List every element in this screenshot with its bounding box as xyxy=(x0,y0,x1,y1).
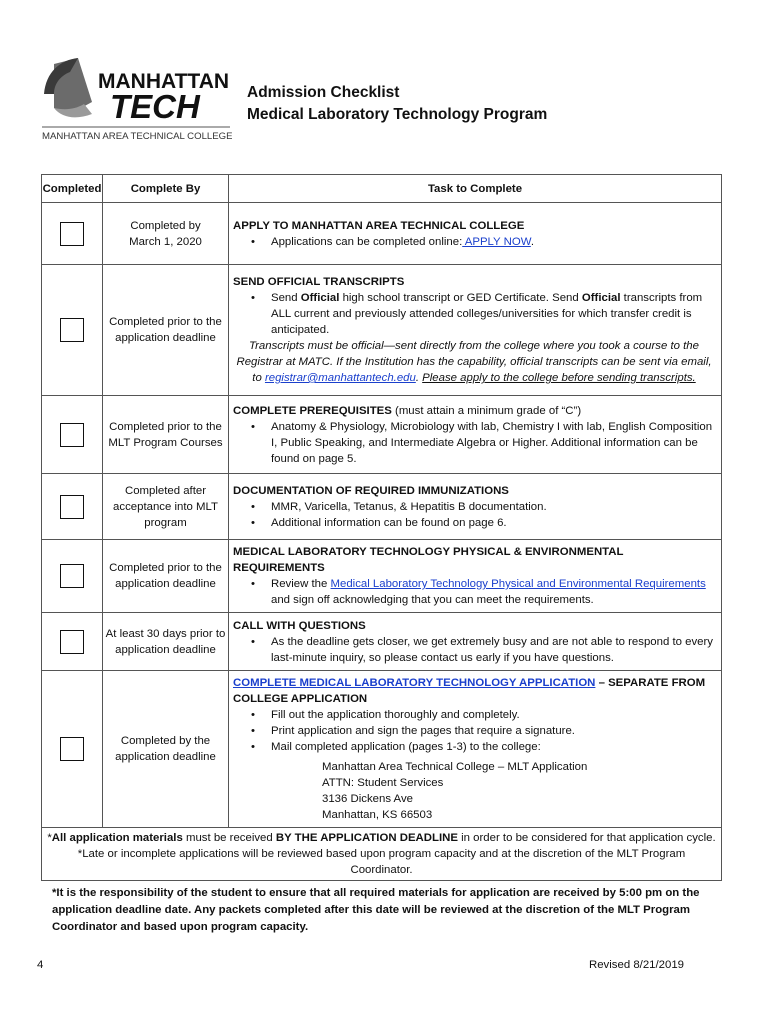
row-checkbox[interactable] xyxy=(60,564,84,588)
logo-line2: TECH xyxy=(110,88,200,125)
complete-by-cell xyxy=(103,203,229,265)
table-row xyxy=(42,613,722,671)
document-titles xyxy=(247,82,547,126)
task-title: CALL WITH QUESTIONS xyxy=(233,619,366,632)
task-title: SEND OFFICIAL TRANSCRIPTS xyxy=(233,276,405,288)
task-bullet: • Print application and sign the pages that require a signature. xyxy=(271,723,715,739)
header-task: Task to Complete xyxy=(229,175,722,203)
table-row xyxy=(42,671,722,828)
table-row xyxy=(42,474,722,540)
header-complete-by: Complete By xyxy=(103,175,229,203)
task-bullet: • As the deadline gets closer, we get extremely busy and are not able to respond to every last-minute inquiry, so please contact us early if you have questions. xyxy=(271,634,715,666)
apply-now-link[interactable]: APPLY NOW xyxy=(462,235,531,248)
task-bullet: • Applications can be completed online: APPLY NOW. xyxy=(271,234,715,250)
checklist-table xyxy=(41,174,722,881)
logo-college-name: MANHATTAN AREA TECHNICAL COLLEGE xyxy=(42,131,232,142)
address-line: Manhattan Area Technical College – MLT Application xyxy=(322,761,588,773)
task-cell xyxy=(229,396,722,474)
address-line: 3136 Dickens Ave xyxy=(322,793,413,805)
mailing-address xyxy=(233,759,715,823)
late-applications-note: *Late or incomplete applications will be reviewed based upon program capacity and at the discretion of the MLT Program Coordinator. xyxy=(77,848,686,876)
complete-by-text: At least 30 days prior to application deadline xyxy=(105,627,226,656)
row-checkbox[interactable] xyxy=(60,318,84,342)
header-completed: Completed xyxy=(42,175,103,203)
complete-by-text: Completed prior to the MLT Program Courses xyxy=(108,420,223,449)
address-line: ATTN: Student Services xyxy=(322,777,444,789)
complete-by-text: Completed by the application deadline xyxy=(115,735,216,763)
complete-by-text: Completed prior to the application deadline xyxy=(109,562,222,590)
task-title: COMPLETE MEDICAL LABORATORY TECHNOLOGY APPLICATION – SEPARATE FROM COLLEGE APPLICATION xyxy=(233,677,706,705)
complete-by-text: Completed after acceptance into MLT program xyxy=(113,484,218,529)
table-row xyxy=(42,203,722,265)
task-title: MEDICAL LABORATORY TECHNOLOGY PHYSICAL & ENVIRONMENTAL REQUIREMENTS xyxy=(233,546,624,574)
complete-by-cell xyxy=(103,474,229,540)
row-checkbox[interactable] xyxy=(60,222,84,246)
requirements-link[interactable]: Medical Laboratory Technology Physical and Environmental Requirements xyxy=(330,578,706,590)
complete-by-cell xyxy=(103,265,229,396)
complete-by-cell xyxy=(103,613,229,671)
task-title: DOCUMENTATION OF REQUIRED IMMUNIZATIONS xyxy=(233,484,509,497)
table-row xyxy=(42,396,722,474)
logo-line1: MANHATTAN xyxy=(98,70,230,93)
table-footer-row xyxy=(42,828,722,881)
task-cell xyxy=(229,474,722,540)
task-bullet: • Fill out the application thoroughly and completely. xyxy=(271,707,715,723)
transcript-note: Transcripts must be official—sent directly from the college where you took a course to the Registrar at MATC. If the Institution has the capability, official transcripts can be sent via email, to registrar@manhattantech.edu. Please apply to the college before sending transcripts. xyxy=(236,340,712,384)
task-bullet: • Anatomy & Physiology, Microbiology with lab, Chemistry I with lab, English Composition I, Public Speaking, and Intermediate Algebra or Higher. Additional information can be found on page 5. xyxy=(271,419,715,467)
row-checkbox[interactable] xyxy=(60,630,84,654)
task-bullet: • MMR, Varicella, Tetanus, & Hepatitis B documentation. xyxy=(271,499,715,515)
complete-by-cell xyxy=(103,671,229,828)
task-title: COMPLETE PREREQUISITES (must attain a minimum grade of “C”) xyxy=(233,404,582,417)
task-cell xyxy=(229,613,722,671)
task-cell xyxy=(229,203,722,265)
registrar-email-link[interactable]: registrar@manhattantech.edu xyxy=(264,372,416,384)
task-cell xyxy=(229,265,722,396)
responsibility-note: *It is the responsibility of the student to ensure that all required materials for application are received by 5:00 pm on the application deadline date. Any packets completed after this date will be reviewed at the discretion of the MLT Program Coordinator and based upon program capacity. xyxy=(52,887,700,933)
revision-date: Revised 8/21/2019 xyxy=(589,959,684,971)
table-row xyxy=(42,540,722,613)
task-cell xyxy=(229,671,722,828)
page-title: Admission Checklist xyxy=(247,84,400,101)
complete-by-cell xyxy=(103,396,229,474)
row-checkbox[interactable] xyxy=(60,495,84,519)
row-checkbox[interactable] xyxy=(60,737,84,761)
complete-by-cell xyxy=(103,540,229,613)
manhattan-tech-logo xyxy=(40,54,232,144)
table-row xyxy=(42,265,722,396)
task-bullet: • Review the Medical Laboratory Technology Physical and Environmental Requirements and sign off acknowledging that you can meet the requirements. xyxy=(271,576,715,608)
task-bullet: • Additional information can be found on page 6. xyxy=(271,515,715,531)
page-subtitle: Medical Laboratory Technology Program xyxy=(247,106,548,123)
task-cell xyxy=(229,540,722,613)
complete-by-text: Completed by March 1, 2020 xyxy=(129,219,202,248)
row-checkbox[interactable] xyxy=(60,423,84,447)
page-number: 4 xyxy=(37,959,44,971)
complete-by-text: Completed prior to the application deadline xyxy=(109,316,222,344)
table-header-row xyxy=(42,175,722,203)
address-line: Manhattan, KS 66503 xyxy=(322,809,433,821)
mlt-application-link[interactable]: COMPLETE MEDICAL LABORATORY TECHNOLOGY APPLICATION xyxy=(233,677,596,689)
footer-note: *All application materials must be received BY THE APPLICATION DEADLINE in order to be considered for that application cycle. *Late or incomplete applications will be reviewed based upon program capacity and at the discretion of the MLT Program Coordinator. xyxy=(42,828,722,881)
task-bullet: • Mail completed application (pages 1-3) to the college: xyxy=(271,739,715,755)
task-title: APPLY TO MANHATTAN AREA TECHNICAL COLLEGE xyxy=(233,219,525,232)
task-bullet: • Send Official high school transcript or GED Certificate. Send Official transcripts from ALL current and previously attended colleges/universities for which transfer credit is anticipated. xyxy=(271,290,715,338)
